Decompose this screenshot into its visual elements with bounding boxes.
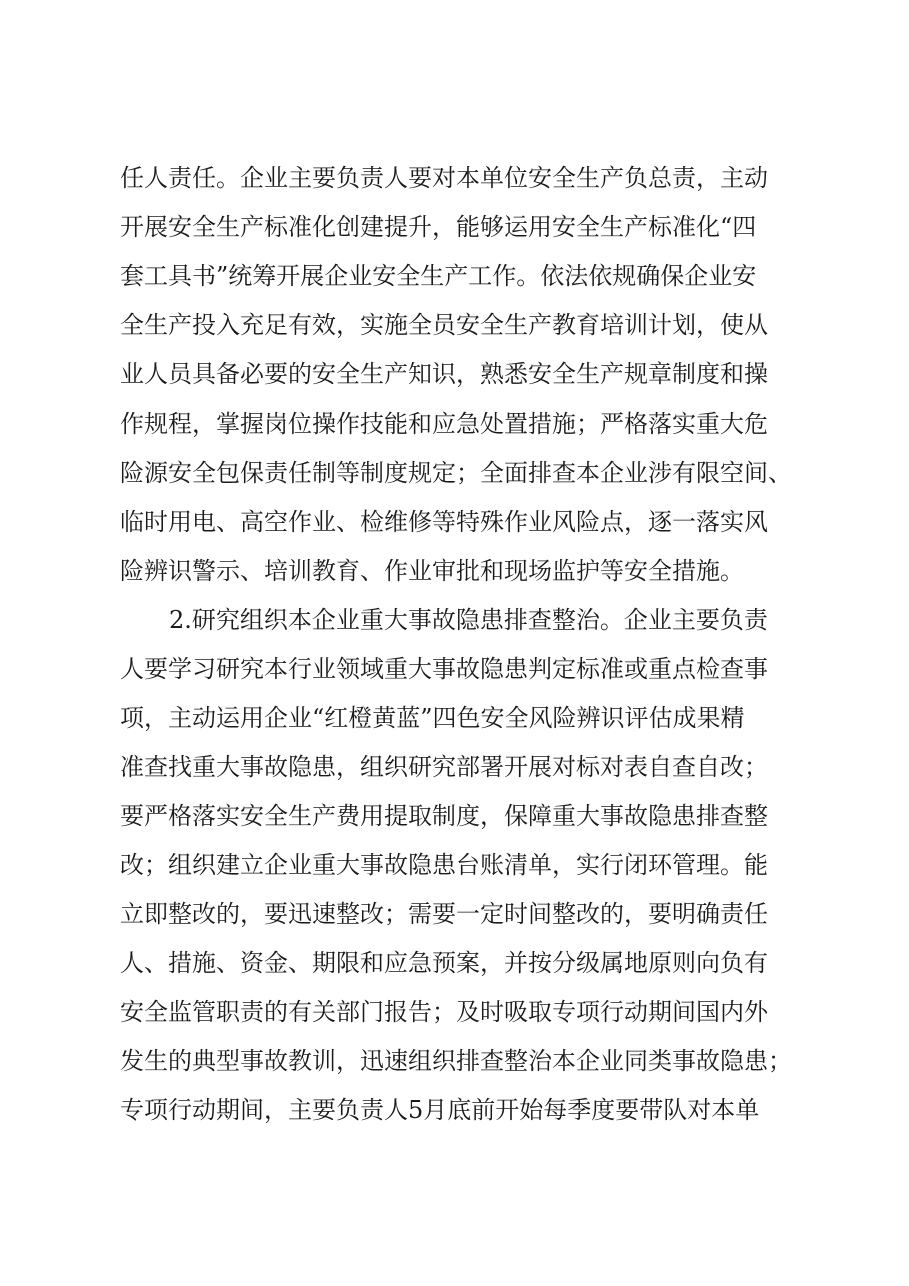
text-line-2: 开展安全生产标准化创建提升，能够运用安全生产标准化“四 (120, 213, 757, 241)
text-line-17: 人、措施、资金、期限和应急预案，并按分级属地原则向负有 (120, 949, 768, 977)
text-line-15: 改；组织建立企业重大事故隐患台账清单，实行闭环管理。能 (120, 851, 768, 879)
text-line-19: 发生的典型事故教训，迅速组织排查整治本企业同类事故隐患； (120, 1047, 792, 1075)
text-line-14: 要严格落实安全生产费用提取制度，保障重大事故隐患排查整 (120, 802, 768, 830)
text-line-10: 2.研究组织本企业重大事故隐患排查整治。企业主要负责 (169, 606, 768, 634)
text-line-16: 立即整改的，要迅速整改；需要一定时间整改的，要明确责任 (120, 900, 768, 928)
text-line-3: 套工具书”统筹开展企业安全生产工作。依法依规确保企业安 (120, 262, 757, 290)
text-line-11: 人要学习研究本行业领域重大事故隐患判定标准或重点检查事 (120, 655, 768, 683)
text-line-13: 准查找重大事故隐患，组织研究部署开展对标对表自查自改； (120, 753, 768, 781)
text-line-9: 险辨识警示、培训教育、作业审批和现场监护等安全措施。 (120, 557, 744, 585)
text-line-20: 专项行动期间，主要负责人5月底前开始每季度要带队对本单 (120, 1096, 760, 1124)
text-line-5: 业人员具备必要的安全生产知识，熟悉安全生产规章制度和操 (120, 360, 768, 388)
text-line-1: 任人责任。企业主要负责人要对本单位安全生产负总责，主动 (120, 164, 768, 192)
text-line-6: 作规程，掌握岗位操作技能和应急处置措施；严格落实重大危 (120, 410, 768, 438)
text-line-18: 安全监管职责的有关部门报告；及时吸取专项行动期间国内外 (120, 998, 768, 1026)
text-line-8: 临时用电、高空作业、检维修等特殊作业风险点，逐一落实风 (120, 508, 768, 536)
text-line-7: 险源安全包保责任制等制度规定；全面排查本企业涉有限空间、 (120, 459, 792, 487)
text-line-4: 全生产投入充足有效，实施全员安全生产教育培训计划，使从 (120, 311, 768, 339)
text-line-12: 项，主动运用企业“红橙黄蓝”四色安全风险辨识评估成果精 (120, 704, 745, 732)
